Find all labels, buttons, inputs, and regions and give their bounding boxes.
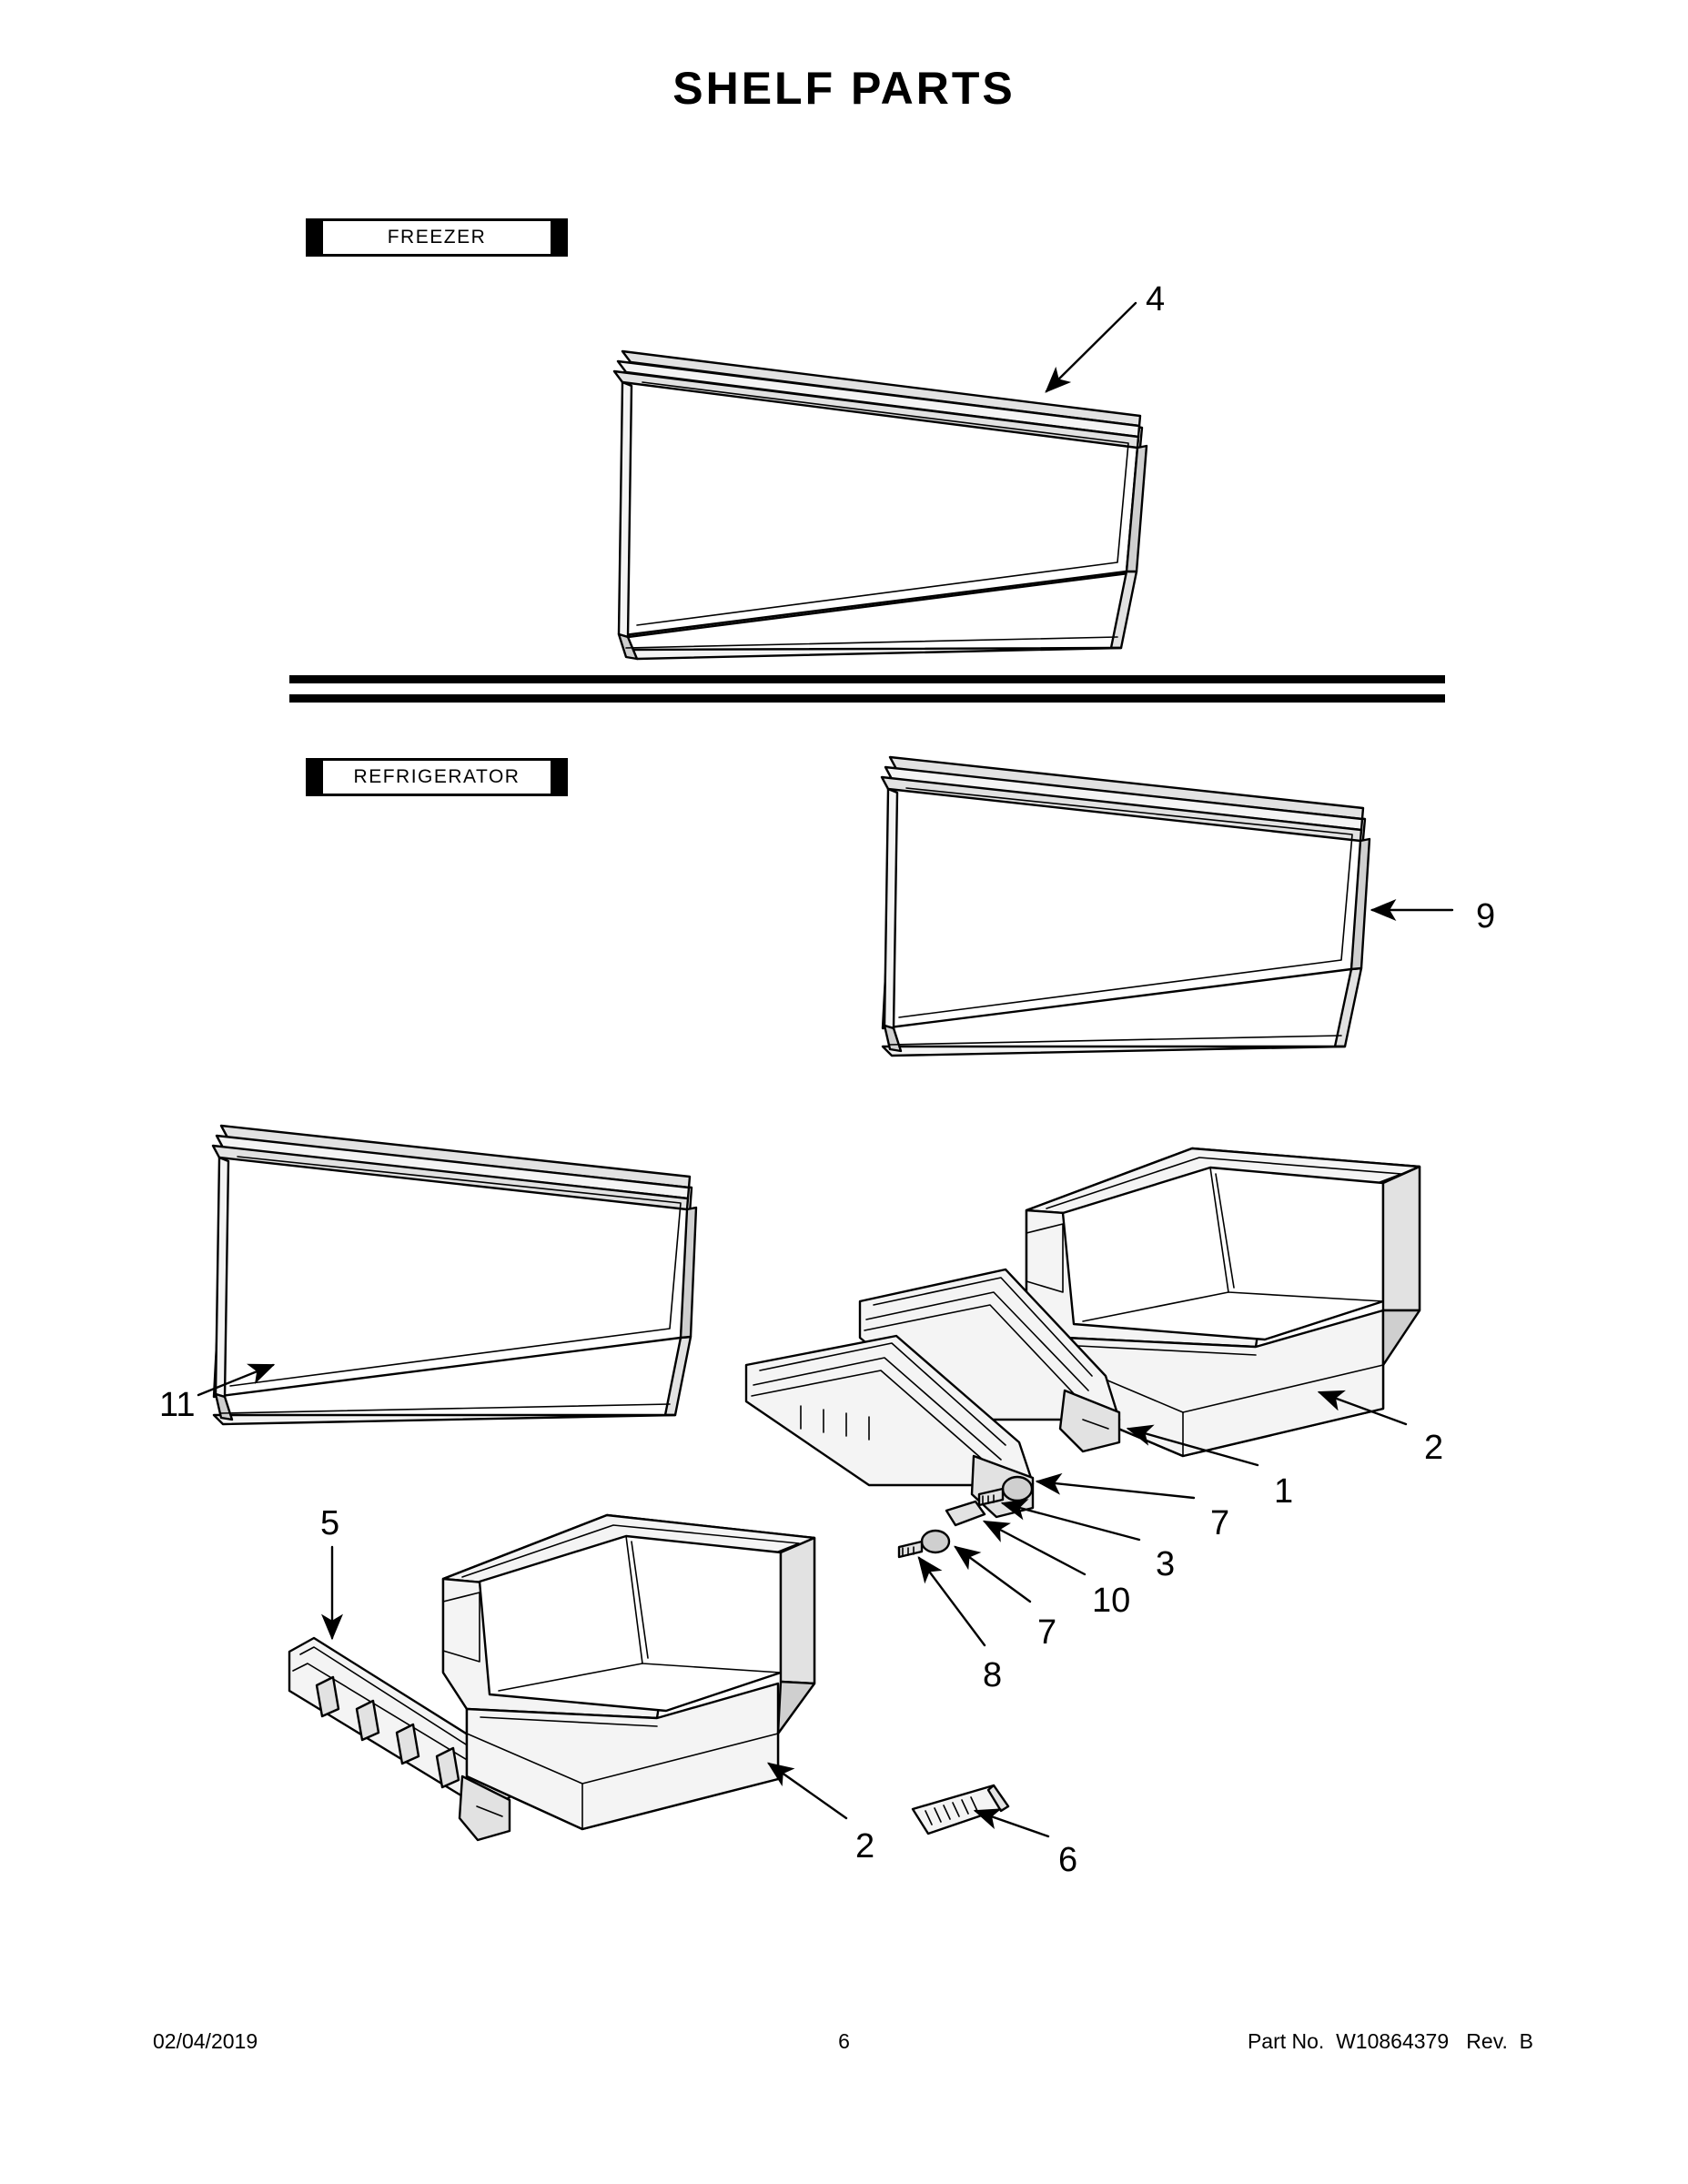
rail-clip <box>946 1502 985 1525</box>
callout-2-lower: 2 <box>855 1827 875 1866</box>
footer-page-number: 6 <box>838 2029 850 2053</box>
callout-11: 11 <box>159 1386 196 1424</box>
callout-1: 1 <box>1274 1472 1294 1511</box>
footer-date: 02/04/2019 <box>153 2029 258 2053</box>
refrigerator-glass-shelf-upper <box>882 757 1370 1056</box>
callout-9: 9 <box>1476 897 1496 935</box>
footer-part-number: Part No. W10864379 Rev. B <box>1247 2029 1533 2053</box>
refrigerator-glass-shelf-lower <box>213 1126 696 1424</box>
callout-7-upper: 7 <box>1210 1504 1230 1542</box>
callout-2-upper: 2 <box>1424 1429 1444 1467</box>
section-label-freezer-text: FREEZER <box>387 227 487 248</box>
crisper-drawer-lower <box>443 1515 814 1829</box>
callout-5: 5 <box>320 1504 340 1542</box>
section-label-refrigerator-text: REFRIGERATOR <box>353 766 521 787</box>
callout-7-lower: 7 <box>1037 1613 1057 1652</box>
callout-10: 10 <box>1092 1582 1131 1620</box>
rail-screw-lower <box>899 1531 949 1557</box>
callout-8: 8 <box>983 1656 1003 1694</box>
callout-4: 4 <box>1146 280 1166 318</box>
humidity-control-slider <box>913 1785 1008 1834</box>
page-title: SHELF PARTS <box>672 63 1016 114</box>
page-footer <box>0 2029 1688 2066</box>
freezer-glass-shelf <box>614 351 1147 659</box>
callout-leader-4 <box>1046 303 1136 391</box>
callout-6: 6 <box>1058 1841 1078 1879</box>
callout-3: 3 <box>1156 1545 1176 1583</box>
